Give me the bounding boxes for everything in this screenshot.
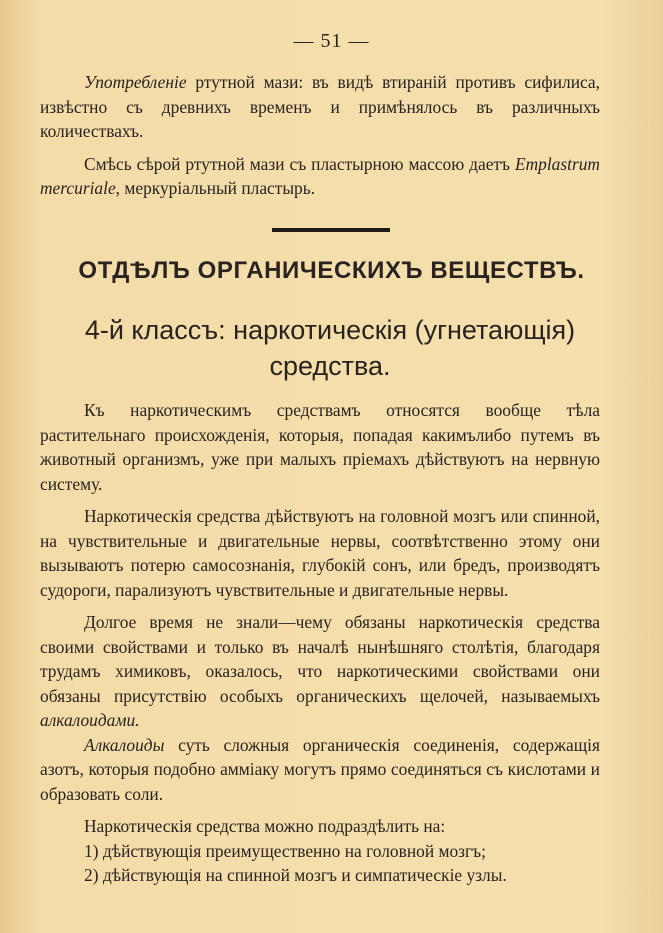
paragraph-plaster-start: Смѣсь сѣрой ртутной мази съ пластырною массою даетъ [84, 153, 515, 174]
paragraph-definition: Къ наркотическимъ средствамъ относятся вообще тѣла растительнаго происхожденія, которыя, попадая какимълибо путемъ въ животный организмъ, уже при малыхъ пріемахъ дѣйствуютъ на нервную систему. [40, 400, 600, 494]
section-divider [272, 228, 390, 232]
latin-term-emplastrum: Emplastrum mercuriale [40, 153, 600, 198]
paragraph-history [40, 610, 600, 733]
list-item-brain: 1) дѣйствующія преимущественно на головной мозгъ; [84, 840, 487, 861]
body-text-block [40, 398, 600, 888]
paragraph-classification: Наркотическія средства можно подраздѣлить на: [84, 816, 446, 836]
paragraph-usage [40, 70, 600, 144]
class-title-line2: средства. [269, 351, 391, 381]
italic-term-usage: Употребленіе [84, 72, 187, 92]
paragraph-usage-text: ртутной мази: въ видѣ втираній противъ сифилиса, извѣстно съ древнихъ временъ и примѣнялось въ различныхъ количествахъ. [40, 72, 600, 141]
paragraph-action: Наркотическія средства дѣйствуютъ на головной мозгъ или спинной, на чувствительные и двигательные нервы, соотвѣтственно этому они вызываютъ потерю самосознанія, глубокій сонъ, или бредъ, производятъ судороги, парализуютъ чувствительные и двигательные нервы. [40, 506, 600, 600]
paragraph-history-text: Долгое время не знали—чему обязаны наркотическія средства своими свойствами и только въ началѣ нынѣшняго столѣтія, благодаря трудамъ химиковъ, оказалось, что наркотическими свойствами они обязаны присутствію особыхъ органическихъ щелочей, называемыхъ [40, 612, 600, 706]
paragraph-plaster [40, 152, 600, 201]
class-title-line1: 4-й классъ: наркотическія (угнетающія) [84, 315, 576, 345]
page-number: — 51 — [293, 30, 370, 52]
paragraph-alkaloids-text: суть сложныя органическія соединенія, содержащія азотъ, которыя подобно аммiаку могутъ прямо соединяться съ кислотами и образовать соли. [40, 734, 600, 804]
italic-term-alkaloids-def: Алкалоиды [84, 734, 165, 755]
top-text-block [40, 70, 600, 201]
italic-term-alkaloids: алкалоидами. [40, 710, 140, 730]
paragraph-plaster-end: , меркуріальный пластырь. [115, 178, 316, 198]
class-title [50, 312, 610, 384]
paragraph-alkaloids [40, 733, 600, 807]
list-item-spinal: 2) дѣйствующія на спинной мозгъ и симпатическіе узлы. [84, 865, 507, 885]
section-title: ОТДѢЛЪ ОРГАНИЧЕСКИХЪ ВЕЩЕСТВЪ. [78, 257, 585, 284]
